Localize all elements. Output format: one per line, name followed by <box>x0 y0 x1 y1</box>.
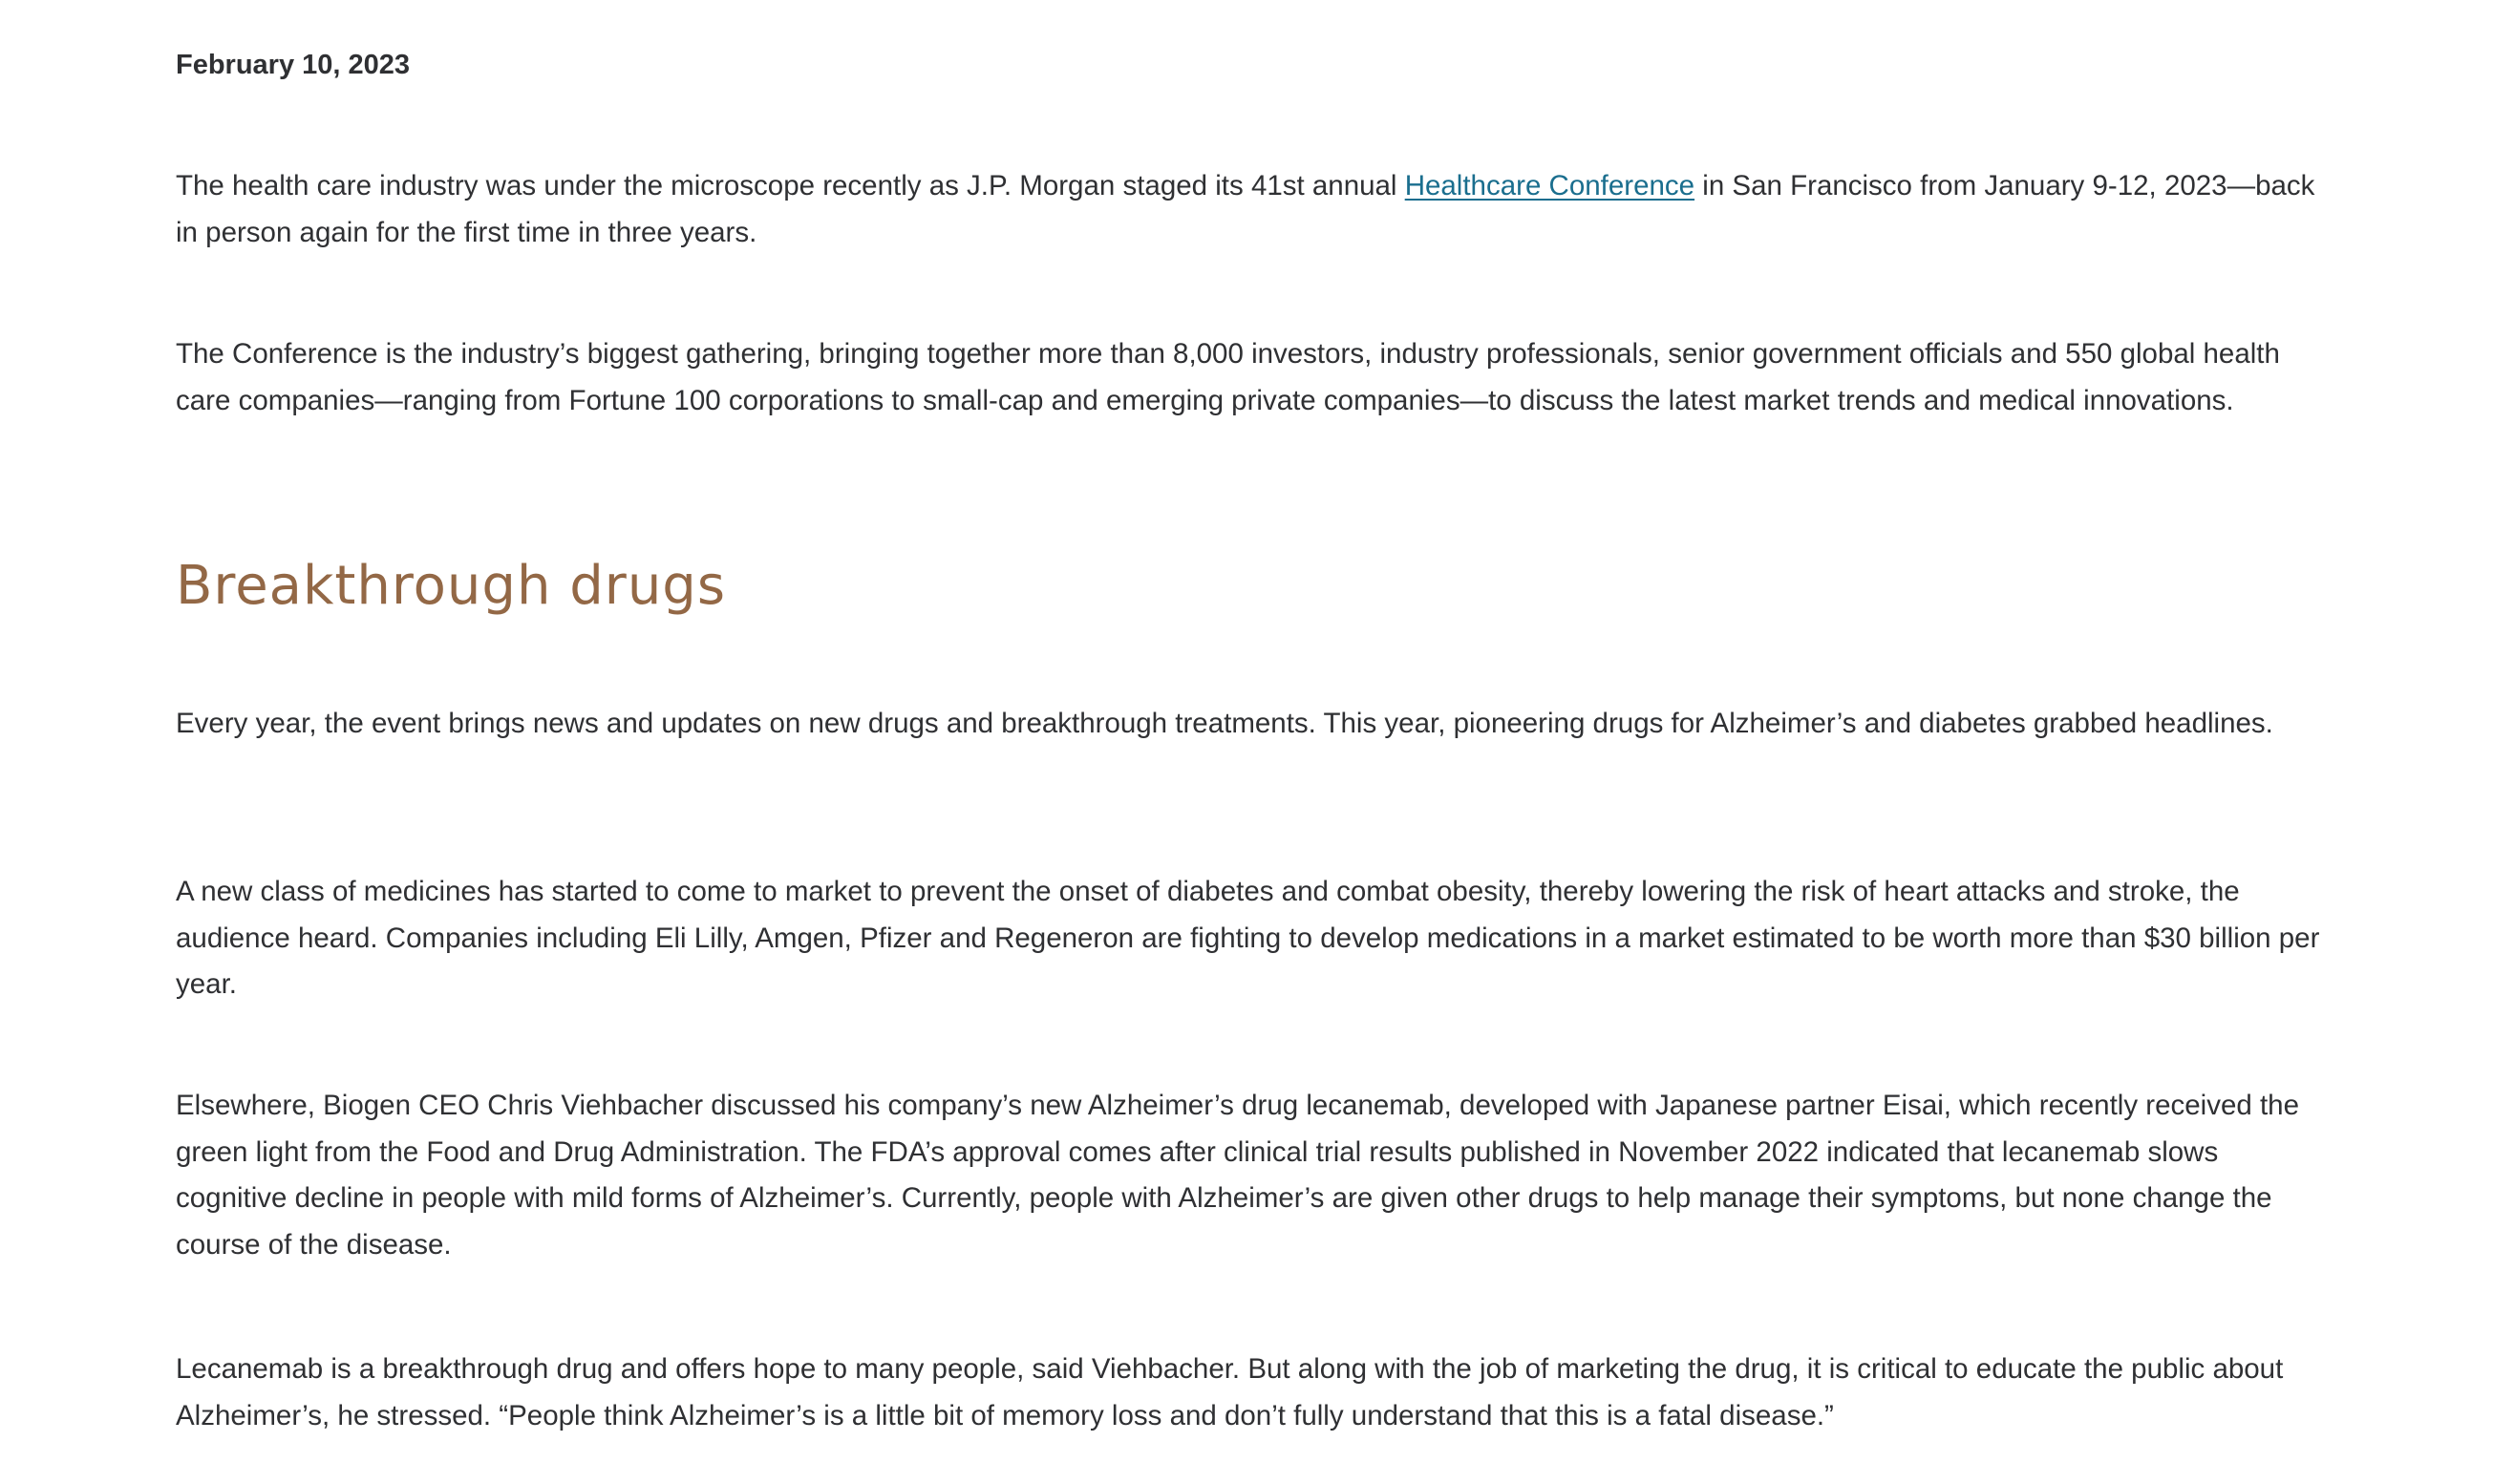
section-heading-breakthrough-drugs: Breakthrough drugs <box>176 555 727 617</box>
intro-paragraph <box>176 163 2334 256</box>
lecanemab-paragraph: Lecanemab is a breakthrough drug and offers hope to many people, said Viehbacher. But along with the job of marketing the drug, it is critical to educate the public about Alzheimer’s, he stressed. “People think Alzheimer’s is a little bit of memory loss and don’t fully understand that this is a fatal disease.” <box>176 1353 2284 1431</box>
healthcare-conference-link[interactable]: Healthcare Conference <box>1404 170 1695 201</box>
new-drugs-paragraph: Every year, the event brings news and updates on new drugs and breakthrough treatments. This year, pioneering drugs for Alzheimer’s and diabetes grabbed headlines. <box>176 708 2273 739</box>
intro-text-before-link: The health care industry was under the microscope recently as J.P. Morgan staged its 41st annual <box>176 170 1405 201</box>
article-date: February 10, 2023 <box>176 50 411 80</box>
intro-text-after-link: in San Francisco from January 9-12, 2023—back in person again for the first time in three years. <box>176 170 2315 248</box>
conference-paragraph: The Conference is the industry’s biggest gathering, bringing together more than 8,000 investors, industry professionals, senior government officials and 550 global health care companies—ranging from Fortune 100 corporations to small-cap and emerging private companies—to discuss the latest market trends and medical innovations. <box>176 338 2280 416</box>
diabetes-paragraph: A new class of medicines has started to come to market to prevent the onset of diabetes and combat obesity, thereby lowering the risk of heart attacks and stroke, the audience heard. Companies including Eli Lilly, Amgen, Pfizer and Regeneron are fighting to develop medications in a market estimated to be worth more than $30 billion per year. <box>176 876 2320 1000</box>
alzheimers-paragraph: Elsewhere, Biogen CEO Chris Viehbacher discussed his company’s new Alzheimer’s drug lecanemab, developed with Japanese partner Eisai, which recently received the green light from the Food and Drug Administration. The FDA’s approval comes after clinical trial results published in November 2022 indicated that lecanemab slows cognitive decline in people with mild forms of Alzheimer’s. Currently, people with Alzheimer’s are given other drugs to help manage their symptoms, but none change the course of the disease. <box>176 1090 2299 1261</box>
